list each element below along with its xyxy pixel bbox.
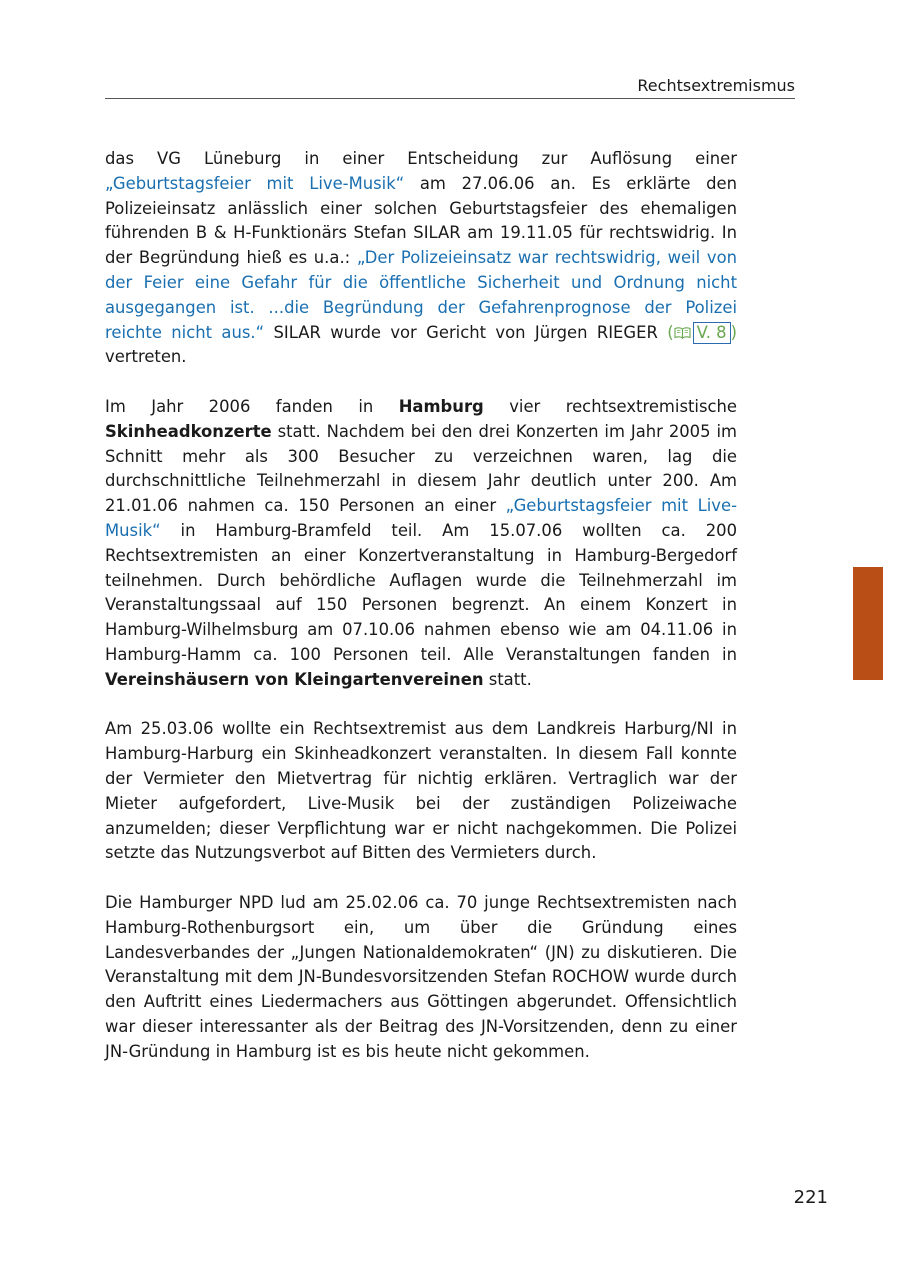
paragraph-3: Am 25.03.06 wollte ein Rechtsextremist aus dem Landkreis Harburg/NI in Hamburg-Harburg ein Skinheadkonzert veranstalten. In diesem Fall konnte der Vermieter den Mietvertrag für nichtig erklären. Vertraglich war der Mieter aufgefordert, Live-Musik bei der zuständigen Polizeiwache anzumelden; dieser Verpflichtung war er nicht nachgekommen. Die Polizei setzte das Nutzungsverbot auf Bitten des Vermieters durch. <box>105 719 737 863</box>
quote-geburtstagsfeier: „Geburtstagsfeier mit Live-Musik“ <box>105 173 405 193</box>
quote-begruendung: „Der Polizeieinsatz war rechtswidrig, weil von der Feier eine Gefahr für die öffentliche Sicherheit und Ordnung nicht ausgegangen ist. ...die Begründung der Gefahrenprognose der Polizei reichte nicht aus.“ <box>105 248 737 342</box>
quote-geburtstagsfeier-2: „Geburtstagsfeier mit Live-Musik“ <box>105 496 737 540</box>
running-header: Rechtsextremismus <box>637 76 795 95</box>
page-number: 221 <box>793 1187 828 1208</box>
book-icon <box>674 323 691 342</box>
paragraph-2: Im Jahr 2006 fanden in Hamburg vier rechtsextremistische Skinheadkonzerte statt. Nachdem bei den drei Konzerten im Jahr 2005 im Schnitt mehr als 300 Besucher zu verzeichnen waren, lag die durchschnittliche Teilnehmerzahl in diesem Jahr deutlich unter 200. Am 21.01.06 nahmen ca. 150 Personen an einer „Geburtstagsfeier mit Live-Musik“ in Hamburg-Bramfeld teil. Am 15.07.06 wollten ca. 200 Rechtsextremisten an einer Konzertveranstaltung in Hamburg-Bergedorf teilnehmen. Durch behördliche Auflagen wurde die Teilnehmerzahl im Veranstaltungssaal auf 150 Personen begrenzt. An einem Konzert in Hamburg-Wilhelmsburg am 07.10.06 nahmen ebenso wie am 04.11.06 in Hamburg-Hamm ca. 100 Personen teil. Alle Veranstaltungen fanden in Vereinshäusern von Kleingartenvereinen statt. <box>105 396 737 689</box>
chapter-tab <box>853 567 883 680</box>
paragraph-4: Die Hamburger NPD lud am 25.02.06 ca. 70 junge Rechtsextremisten nach Hamburg-Rothenburgsort ein, um über die Gründung eines Landesverbandes der „Jungen Nationaldemokraten“ (JN) zu diskutieren. Die Veranstaltung mit dem JN-Bundesvorsitzenden Stefan ROCHOW wurde durch den Auftritt eines Liedermachers aus Göttingen abgerundet. Offensichtlich war dieser interessanter als der Beitrag des JN-Vorsitzenden, denn zu einer JN-Gründung in Hamburg ist es bis heute nicht gekommen. <box>105 892 737 1061</box>
xref-link[interactable]: V. 8 <box>693 322 731 344</box>
body-text <box>105 147 737 1089</box>
header-rule <box>105 98 795 99</box>
paragraph-1: das VG Lüneburg in einer Entscheidung zur Auflösung einer „Geburtstagsfeier mit Live-Musik“ am 27.06.06 an. Es erklärte den Polizeieinsatz anlässlich einer solchen Geburtstagsfeier des ehemaligen führenden B & H-Funktionärs Stefan SILAR am 19.11.05 für rechtswidrig. In der Begründung hieß es u.a.: „Der Polizeieinsatz war rechtswidrig, weil von der Feier eine Gefahr für die öffentliche Sicherheit und Ordnung nicht ausgegangen ist. ...die Begründung der Gefahrenprognose der Polizei reichte nicht aus.“ SILAR wurde vor Gericht von Jürgen RIEGER ( V. 8 ) vertreten. <box>105 149 737 367</box>
